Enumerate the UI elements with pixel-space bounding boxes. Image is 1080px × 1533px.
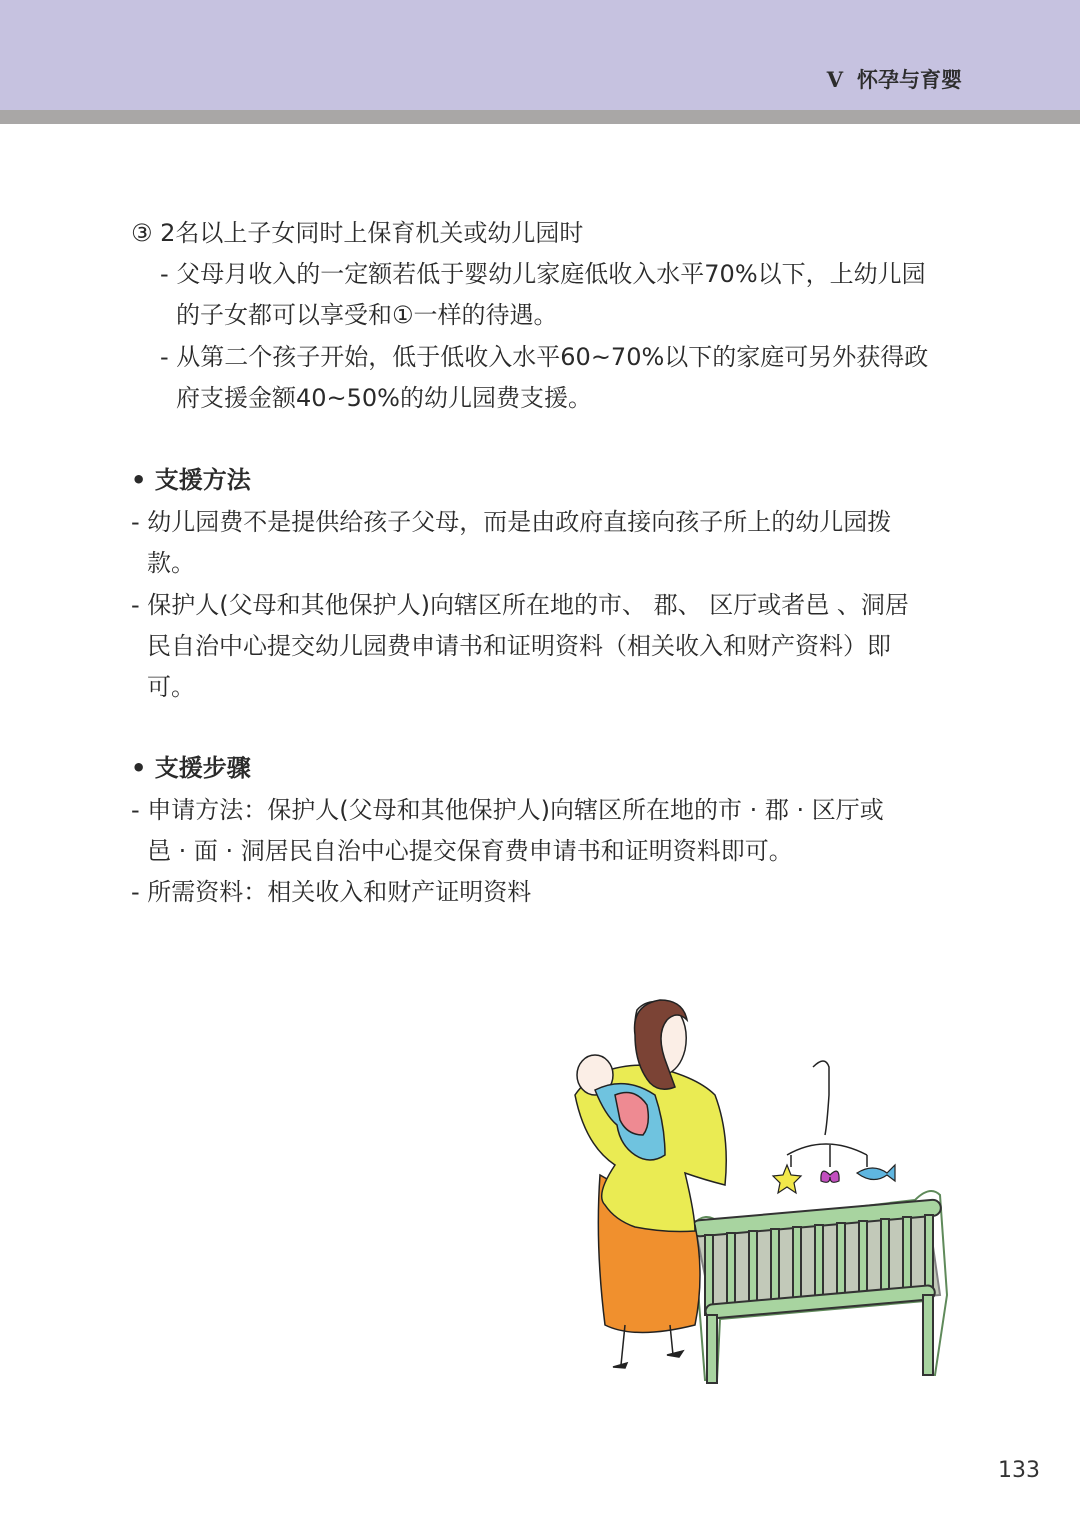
support-method-heading: • 支援方法 xyxy=(131,466,251,494)
crib xyxy=(691,1191,947,1383)
mother-baby-crib-illustration xyxy=(555,995,965,1395)
fish-ornament xyxy=(857,1165,895,1181)
support-method-item2-line3: 可。 xyxy=(147,673,195,701)
support-steps-item1-line1: - 申请方法：保护人(父母和其他保护人)向辖区所在地的市 · 郡 · 区厅或 xyxy=(131,796,884,824)
support-steps-item1-line2: 邑 · 面 · 洞居民自治中心提交保育费申请书和证明资料即可。 xyxy=(147,837,793,865)
support-method-item1-line1: - 幼儿园费不是提供给孩子父母，而是由政府直接向孩子所上的幼儿园拨 xyxy=(131,508,892,536)
chapter-number: V xyxy=(826,67,843,92)
support-method-item2-line1: - 保护人(父母和其他保护人)向辖区所在地的市、 郡、 区厅或者邑 、洞居 xyxy=(131,591,909,619)
crib-mobile xyxy=(787,1061,867,1167)
support-steps-heading: • 支援步骤 xyxy=(131,754,251,782)
header-divider xyxy=(0,110,1080,124)
star-ornament xyxy=(773,1165,801,1193)
item3-bullet1-line2: 的子女都可以享受和①一样的待遇。 xyxy=(176,301,558,329)
support-method-item1-line2: 款。 xyxy=(147,549,195,577)
support-method-item2-line2: 民自治中心提交幼儿园费申请书和证明资料（相关收入和财产资料）即 xyxy=(147,632,891,660)
item3-title: ③ 2名以上子女同时上保育机关或幼儿园时 xyxy=(131,219,584,247)
item3-bullet2-line2: 府支援金额40~50%的幼儿园费支援。 xyxy=(176,384,592,412)
item3-bullet2-line1: - 从第二个孩子开始，低于低收入水平60~70%以下的家庭可另外获得政 xyxy=(160,343,929,371)
item3-bullet1-line1: - 父母月收入的一定额若低于婴幼儿家庭低收入水平70%以下，上幼儿园 xyxy=(160,260,926,288)
chapter-heading xyxy=(827,64,962,94)
support-steps-item2-line1: - 所需资料：相关收入和财产证明资料 xyxy=(131,878,532,906)
page-number: 133 xyxy=(998,1458,1040,1483)
chapter-title: 怀孕与育婴 xyxy=(857,68,962,92)
bow-ornament xyxy=(821,1171,839,1182)
